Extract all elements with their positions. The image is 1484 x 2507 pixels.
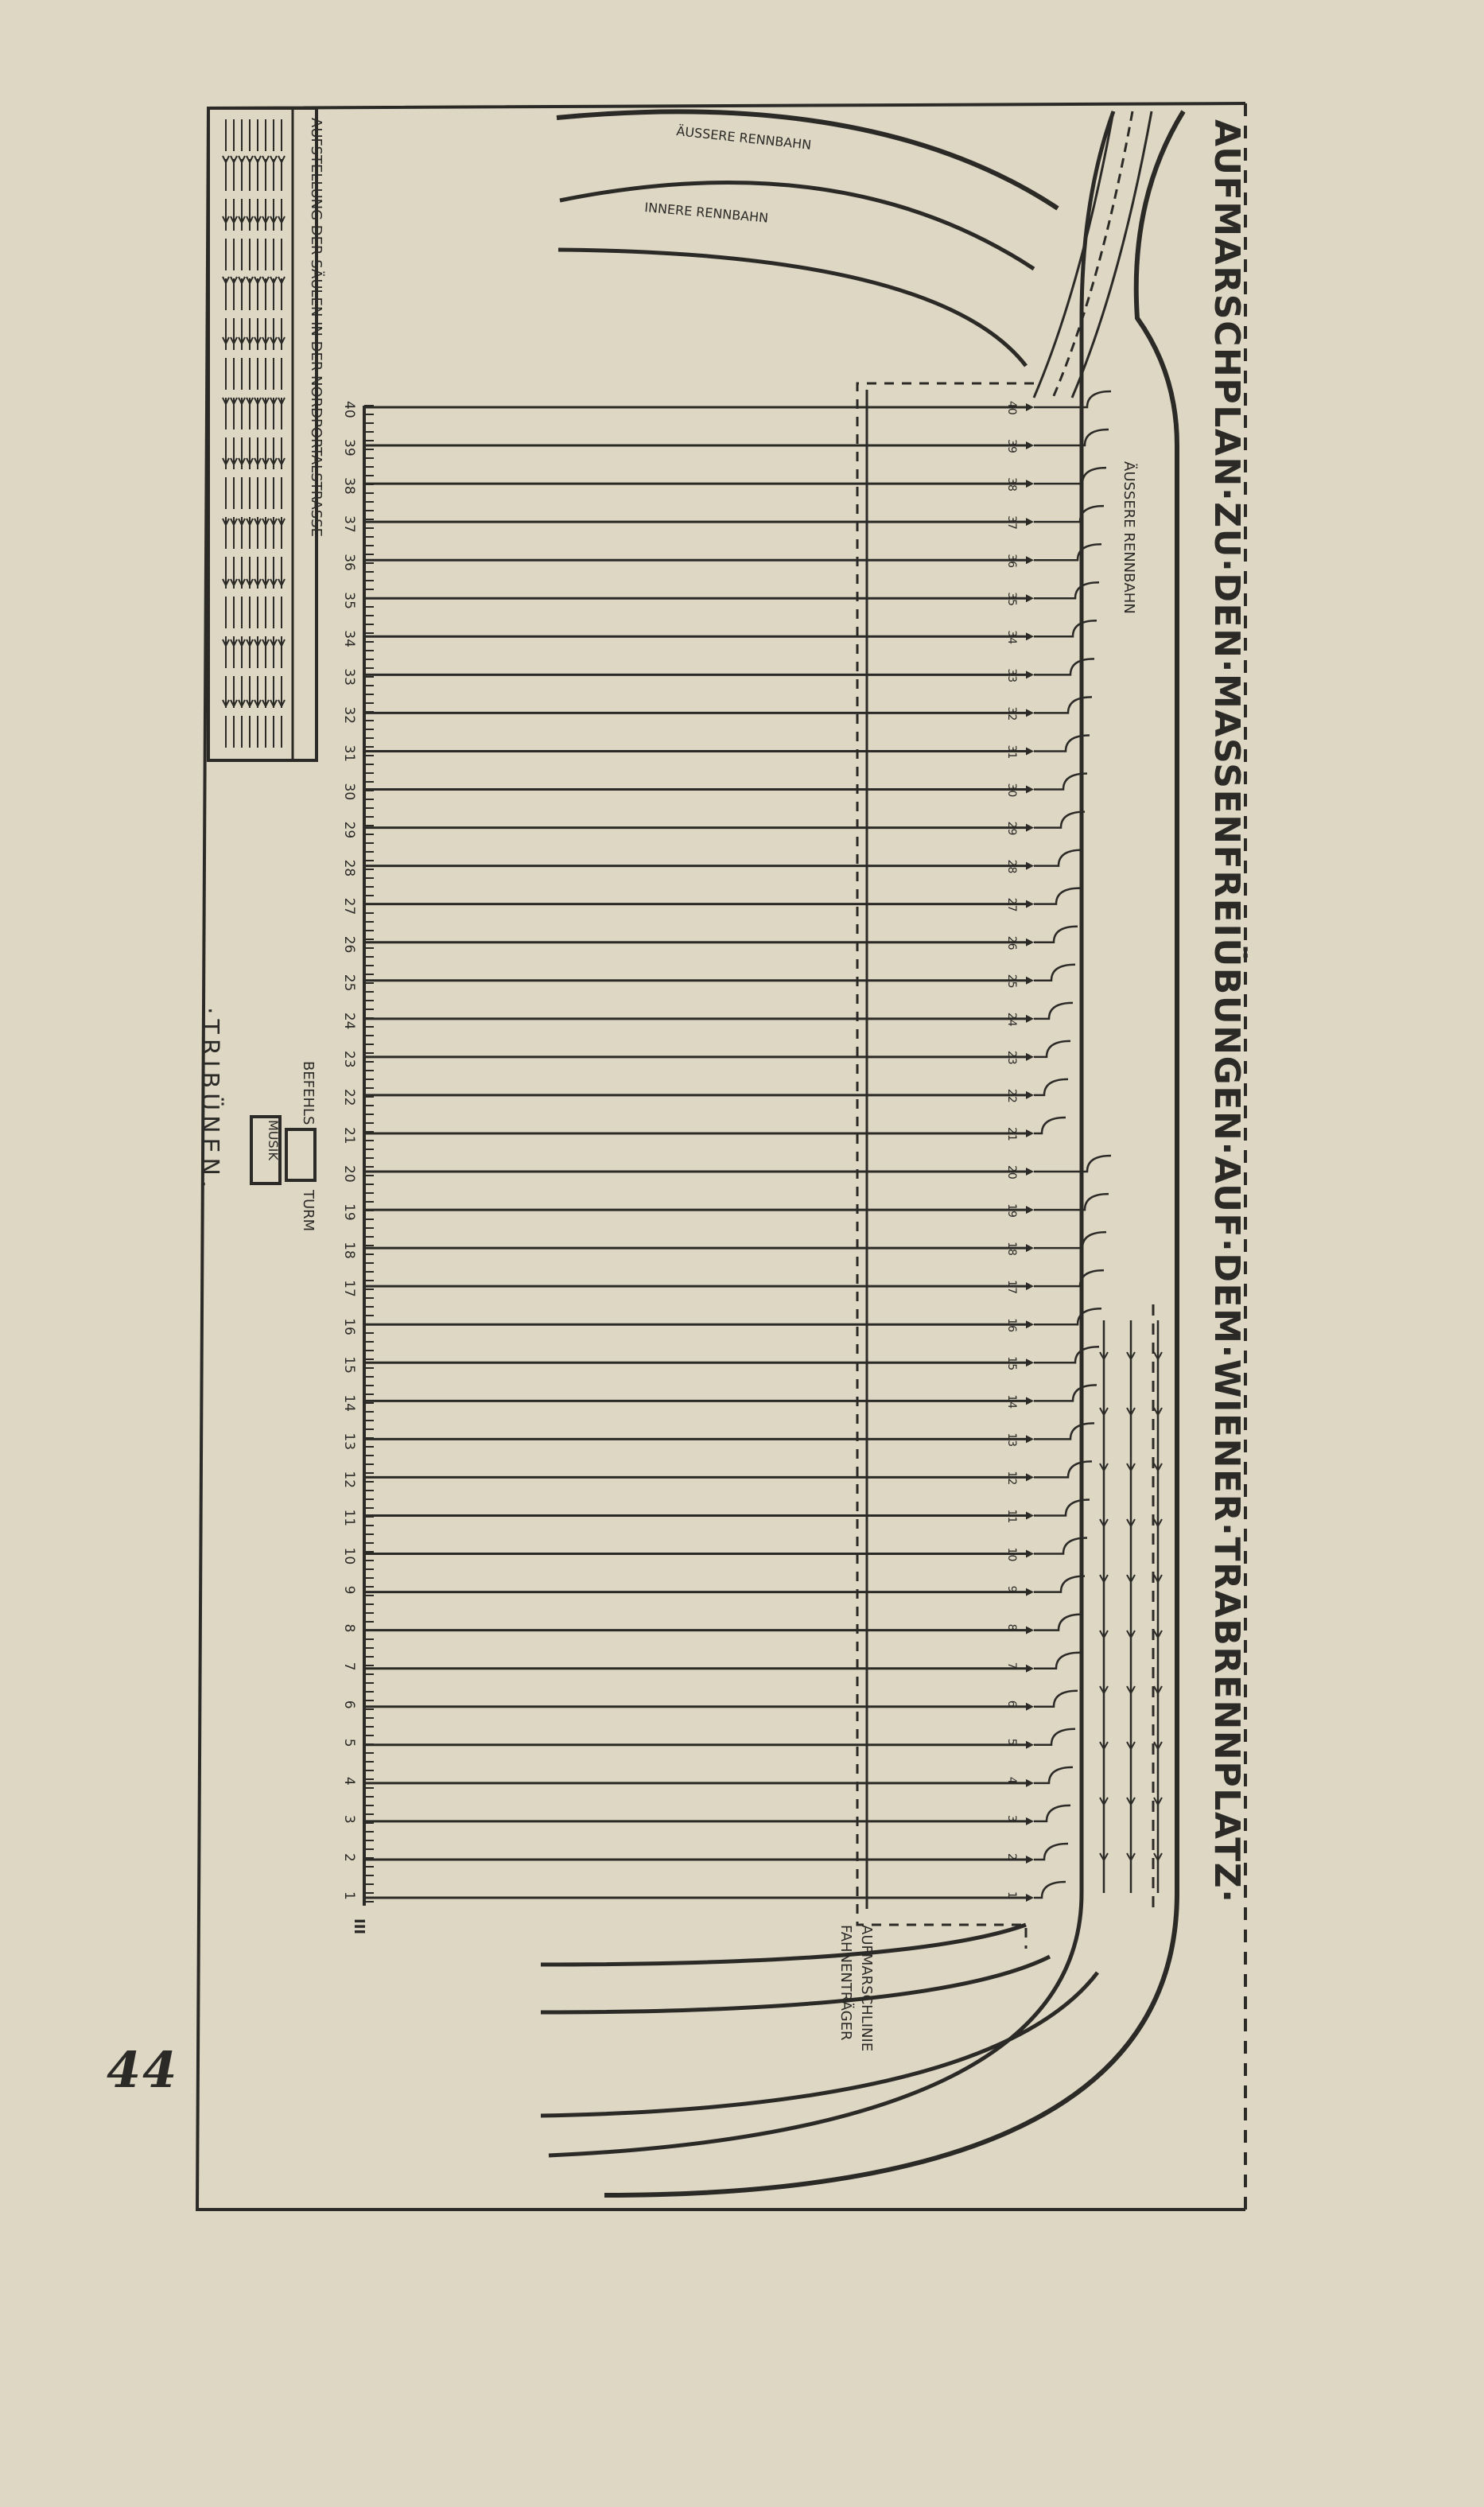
row-feed-line: [1034, 1423, 1094, 1439]
row-label-right: 22: [1005, 1088, 1018, 1103]
row-label-left: 8: [341, 1623, 357, 1633]
row-feed-line: [1034, 1156, 1111, 1172]
columns-setup-arrows: [223, 119, 285, 748]
row-label-left: 3: [341, 1814, 357, 1824]
flag-bearers-label: FAHNENTRÄGER: [837, 1925, 854, 2041]
row-feed-line: [1034, 659, 1094, 674]
row-feed-line: [1034, 1729, 1075, 1745]
row-label-right: 7: [1005, 1662, 1018, 1669]
row-label-right: 21: [1005, 1126, 1018, 1141]
inner-track-top-arc: [558, 250, 1026, 366]
row-label-left: 19: [341, 1203, 357, 1221]
row-arrowhead: [1026, 670, 1034, 678]
tribunes-label: ·TRIBÜNEN.: [196, 1007, 223, 1193]
row-label-left: 17: [341, 1280, 357, 1297]
row-label-left: 4: [341, 1776, 357, 1786]
row-arrowhead: [1026, 480, 1034, 488]
row-label-left: 33: [341, 668, 357, 686]
row-label-left: 30: [341, 783, 357, 801]
row-feed-line: [1034, 1194, 1109, 1210]
row-feed-line: [1034, 582, 1099, 598]
row-label-left: 28: [341, 859, 357, 877]
row-arrowhead: [1026, 594, 1034, 602]
row-label-left: 7: [341, 1662, 357, 1671]
row-feed-line: [1034, 1844, 1068, 1860]
row-label-right: 16: [1005, 1318, 1018, 1333]
row-label-right: 8: [1005, 1623, 1018, 1631]
row-arrowhead: [1026, 1894, 1034, 1902]
row-arrowhead: [1026, 939, 1034, 946]
row-feed-line: [1034, 888, 1080, 904]
row-label-right: 18: [1005, 1242, 1018, 1256]
music-label: MUSIK: [266, 1120, 281, 1160]
row-label-left: 21: [341, 1126, 357, 1145]
row-feed-line: [1034, 1232, 1106, 1248]
row-feed-line: [1034, 1041, 1070, 1057]
row-label-left: 2: [341, 1852, 357, 1862]
row-feed-line: [1034, 774, 1087, 790]
row-arrowhead: [1026, 1627, 1034, 1634]
rows-layer: [341, 111, 1162, 1909]
row-arrowhead: [1026, 556, 1034, 564]
row-label-right: 38: [1005, 477, 1018, 492]
row-arrowhead: [1026, 1282, 1034, 1290]
row-label-left: 12: [341, 1471, 357, 1489]
row-label-left: 23: [341, 1050, 357, 1068]
row-feed-line: [1034, 1538, 1087, 1554]
row-label-left: 9: [341, 1585, 357, 1595]
row-label-right: 20: [1005, 1165, 1018, 1180]
row-arrowhead: [1026, 1320, 1034, 1328]
row-arrowhead: [1026, 1703, 1034, 1711]
command-tower-label-right: TURM: [300, 1190, 317, 1232]
row-label-left: 27: [341, 897, 357, 915]
row-feed-line: [1034, 620, 1097, 636]
row-arrowhead: [1026, 1358, 1034, 1366]
row-feed-line: [1034, 1347, 1099, 1362]
march-line-label: AUFMARSCHLINIE: [858, 1925, 875, 2052]
row-label-right: 36: [1005, 554, 1018, 569]
row-label-left: 34: [341, 630, 357, 647]
outer-track-side-label: ÄUSSERE RENNBAHN: [1121, 461, 1137, 614]
row-label-left: 25: [341, 974, 357, 992]
row-label-right: 34: [1005, 630, 1018, 645]
row-feed-line: [1034, 1882, 1066, 1898]
row-arrowhead: [1026, 786, 1034, 794]
row-label-right: 14: [1005, 1394, 1018, 1409]
row-label-right: 27: [1005, 897, 1018, 912]
row-label-right: 10: [1005, 1547, 1018, 1562]
row-label-left: 13: [341, 1432, 357, 1451]
row-label-left: 35: [341, 592, 357, 609]
row-label-right: 35: [1005, 592, 1018, 607]
command-tower-label-left: BEFEHLS: [300, 1061, 317, 1125]
row-label-left: 1: [341, 1891, 357, 1900]
row-arrowhead: [1026, 1015, 1034, 1023]
row-feed-line: [1034, 506, 1104, 522]
row-feed-line: [1034, 1079, 1068, 1095]
row-label-right: 37: [1005, 515, 1018, 530]
row-label-left: 31: [341, 744, 357, 763]
row-label-right: 32: [1005, 706, 1018, 721]
row-arrowhead: [1026, 1206, 1034, 1214]
row-label-left: 14: [341, 1394, 357, 1412]
row-label-left: 10: [341, 1547, 357, 1565]
row-arrowhead: [1026, 1091, 1034, 1099]
row-label-right: 12: [1005, 1471, 1018, 1486]
row-label-right: 39: [1005, 439, 1018, 453]
row-label-right: 3: [1005, 1814, 1018, 1822]
row-feed-line: [1034, 1691, 1078, 1707]
row-label-left: 22: [341, 1088, 357, 1106]
row-feed-line: [1034, 965, 1075, 981]
row-label-right: 33: [1005, 668, 1018, 683]
row-feed-line: [1034, 850, 1082, 866]
row-arrowhead: [1026, 403, 1034, 411]
row-label-right: 13: [1005, 1432, 1018, 1448]
row-arrowhead: [1026, 1741, 1034, 1749]
row-arrowhead: [1026, 824, 1034, 832]
page-title: AUFMARSCHPLAN·ZU·DEN·MASSENFREIÜBUNGEN·AUF·DEM·WIENER·TRABRENNPLATZ·: [1206, 119, 1247, 1904]
row-feed-line: [1034, 1805, 1070, 1821]
row-label-right: 26: [1005, 935, 1018, 950]
row-arrowhead: [1026, 441, 1034, 449]
row-arrowhead: [1026, 862, 1034, 870]
row-feed-line: [1034, 1615, 1082, 1631]
inner-track-top-label: INNERE RENNBAHN: [643, 200, 769, 226]
row-arrowhead: [1026, 977, 1034, 985]
row-label-right: 1: [1005, 1891, 1018, 1899]
row-label-right: 2: [1005, 1852, 1018, 1860]
row-label-right: 19: [1005, 1203, 1018, 1218]
row-arrowhead: [1026, 1129, 1034, 1137]
row-arrowhead: [1026, 1817, 1034, 1825]
row-label-left: 26: [341, 935, 357, 954]
row-feed-line: [1034, 544, 1101, 560]
row-feed-line: [1034, 468, 1106, 484]
row-label-right: 11: [1005, 1509, 1018, 1524]
row-label-left: 16: [341, 1318, 357, 1335]
row-feed-line: [1034, 812, 1085, 828]
row-label-right: 23: [1005, 1050, 1018, 1065]
row-label-right: 9: [1005, 1585, 1018, 1593]
row-label-left: 6: [341, 1700, 357, 1709]
row-feed-line: [1034, 1003, 1073, 1019]
bottom-arc-3: [541, 1973, 1097, 2116]
bottom-arc-1: [541, 1925, 1026, 1965]
row-label-left: 40: [341, 401, 357, 418]
row-label-right: 25: [1005, 974, 1018, 989]
row-arrowhead: [1026, 1397, 1034, 1405]
row-label-left: 5: [341, 1738, 357, 1747]
row-label-left: 20: [341, 1165, 357, 1183]
row-label-right: 40: [1005, 401, 1018, 415]
row-feed-line: [1034, 429, 1109, 445]
outer-track-top-arc-1: [557, 111, 1058, 208]
row-arrowhead: [1026, 632, 1034, 640]
row-arrowhead: [1026, 1588, 1034, 1596]
page-number: 44: [107, 2041, 179, 2099]
command-tower-box: [286, 1129, 315, 1180]
row-label-left: 18: [341, 1242, 357, 1259]
row-arrowhead: [1026, 747, 1034, 755]
row-label-left: 36: [341, 554, 357, 571]
outer-track-top-label: ÄUSSERE RENNBAHN: [675, 123, 813, 153]
row-label-right: 15: [1005, 1356, 1018, 1371]
row-arrowhead: [1026, 709, 1034, 717]
row-marker-label: III: [351, 1918, 367, 1935]
row-label-left: 37: [341, 515, 357, 533]
row-label-right: 4: [1005, 1776, 1018, 1784]
row-feed-line: [1034, 1653, 1080, 1669]
row-label-left: 38: [341, 477, 357, 495]
row-label-left: 39: [341, 439, 357, 457]
row-label-left: 11: [341, 1509, 357, 1527]
row-arrowhead: [1026, 1779, 1034, 1787]
row-feed-line: [1034, 1767, 1073, 1783]
columns-setup-box: [208, 108, 317, 760]
row-feed-line: [1034, 1117, 1066, 1133]
row-arrowhead: [1026, 900, 1034, 908]
row-feed-line: [1034, 1308, 1101, 1324]
row-label-right: 6: [1005, 1700, 1018, 1708]
row-arrowhead: [1026, 1511, 1034, 1519]
row-label-right: 30: [1005, 783, 1018, 798]
row-label-left: 24: [341, 1012, 357, 1030]
row-label-right: 31: [1005, 744, 1018, 760]
row-label-right: 5: [1005, 1738, 1018, 1746]
row-arrowhead: [1026, 518, 1034, 526]
outer-track-top-arc-2: [560, 182, 1034, 269]
row-label-right: 29: [1005, 821, 1018, 836]
row-arrowhead: [1026, 1550, 1034, 1558]
row-arrowhead: [1026, 1053, 1034, 1061]
row-arrowhead: [1026, 1856, 1034, 1864]
row-feed-line: [1034, 1270, 1104, 1286]
columns-setup-caption: AUFSTELLUNG·DER·SÄULEN·IN·DER·NORDPORTALSTRASSE: [308, 118, 324, 537]
row-feed-line: [1034, 1576, 1085, 1592]
row-label-left: 32: [341, 706, 357, 725]
row-arrowhead: [1026, 1665, 1034, 1673]
row-label-right: 28: [1005, 859, 1018, 874]
row-arrowhead: [1026, 1244, 1034, 1252]
row-arrowhead: [1026, 1435, 1034, 1443]
row-label-right: 17: [1005, 1280, 1018, 1295]
row-feed-line: [1034, 927, 1078, 943]
row-label-left: 29: [341, 821, 357, 839]
row-arrowhead: [1026, 1168, 1034, 1176]
row-feed-line: [1034, 1385, 1097, 1401]
row-arrowhead: [1026, 1473, 1034, 1481]
outer-track-right-curve: [604, 111, 1183, 2195]
row-label-right: 24: [1005, 1012, 1018, 1027]
row-label-left: 15: [341, 1356, 357, 1374]
